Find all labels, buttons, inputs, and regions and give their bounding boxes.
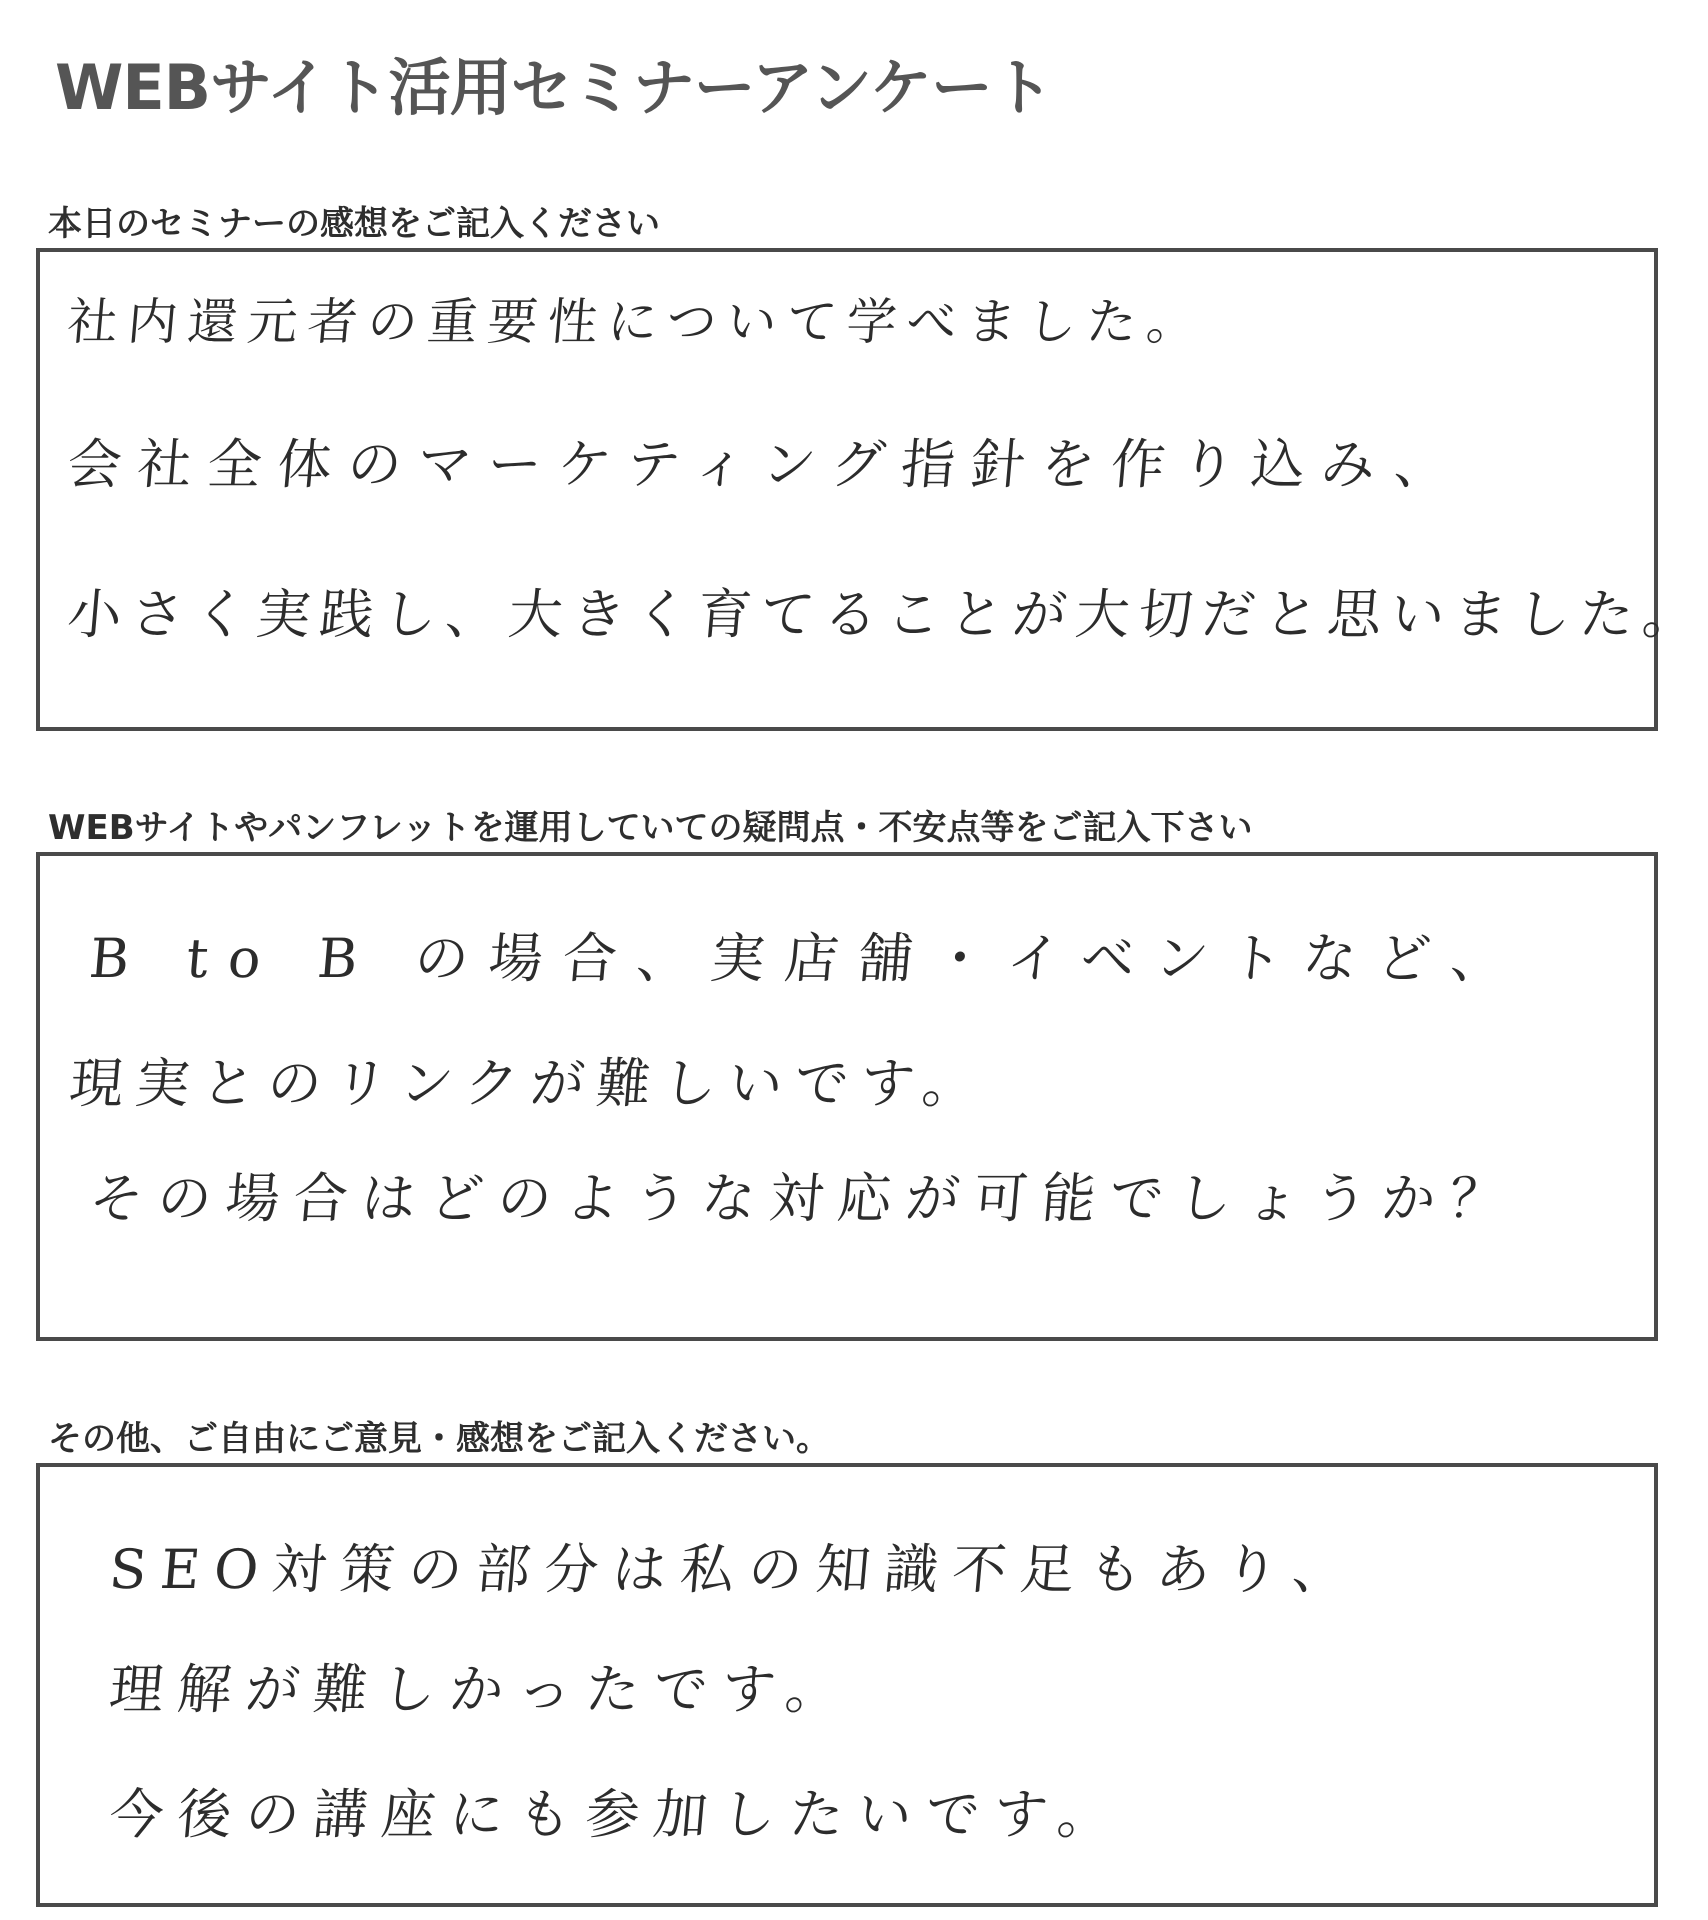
answer-box-impressions[interactable] — [36, 248, 1708, 731]
answer-box-other-comments[interactable] — [36, 1463, 1658, 1907]
form-title: WEBサイト活用セミナーアンケート — [55, 51, 1053, 124]
handwritten-line: 会社全体のマーケティング指針を作り込み、 — [64, 433, 1468, 496]
handwritten-line: B to B の場合、実店舗・イベントなど、 — [86, 927, 1528, 990]
handwritten-line: 今後の講座にも参加したいです。 — [106, 1783, 1129, 1846]
handwritten-line: 理解が難しかったです。 — [106, 1658, 857, 1721]
handwritten-line: その場合はどのような対応が可能でしょうか？ — [86, 1167, 1521, 1230]
answer-box-questions[interactable] — [36, 852, 1658, 1341]
section-label-impressions: 本日のセミナーの感想をご記入ください — [48, 204, 660, 244]
section-label-questions: WEBサイトやパンフレットを運用していての疑問点・不安点等をご記入下さい — [48, 808, 1253, 848]
handwritten-line: 社内還元者の重要性について学べました。 — [65, 293, 1210, 351]
section-label-other-comments: その他、ご自由にご意見・感想をご記入ください。 — [48, 1419, 830, 1459]
handwritten-line: SEO対策の部分は私の知識不足もあり、 — [106, 1538, 1364, 1601]
handwritten-line: 現実とのリンクが難しいです。 — [66, 1052, 992, 1115]
handwritten-line: 小さく実践し、大きく育てることが大切だと思いました。 — [64, 583, 1708, 646]
